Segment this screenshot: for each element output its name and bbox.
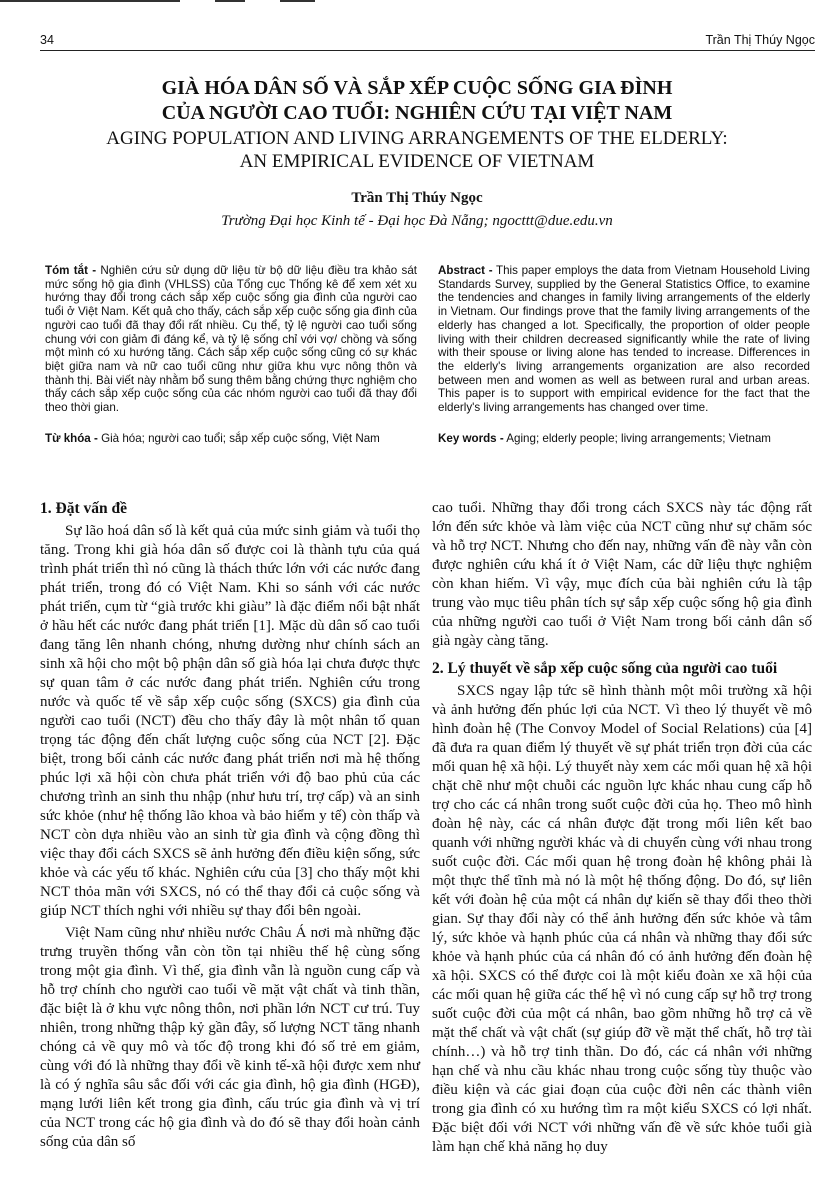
title-english (0, 127, 834, 173)
paragraph: cao tuổi. Những thay đổi trong cách SXCS này tác động rất lớn đến sức khỏe và làm việc của NCT cũng như sự chăm sóc và hỗ trợ NCT. Nhưng cho đến nay, những vấn đề này vẫn còn được nghiên cứu khá ít ở Việt Nam, các dữ liệu thực nghiệm còn khan hiếm. Vì vậy, mục đích của bài nghiên cứu là tập trung vào mục tiêu phân tích sự sắp xếp cuộc sống hộ gia đình của những người cao tuổi ở Việt Nam trong bối cảnh dân số già ngày càng tăng. (432, 500, 812, 649)
running-header (40, 30, 815, 51)
keywords-vn-label: Từ khóa - (45, 431, 98, 445)
abstract-vn-body (45, 264, 417, 415)
body-column-right (432, 499, 812, 1157)
keywords-en-text: Aging; elderly people; living arrangements; Vietnam (503, 431, 771, 445)
page-number: 34 (40, 33, 54, 47)
paragraph: Việt Nam cũng như nhiều nước Châu Á nơi mà những đặc trưng truyền thống vẫn còn tồn tại nhiều thế hệ cùng sống trong một gia đình. Vì thế, gia đình vẫn là nguồn cung cấp và hỗ trợ chính cho người cao tuổi về mặt vật chất và tinh thần, đặc biệt là ở khu vực nông thôn, nơi phần lớn NCT cư trú. Tuy nhiên, trong những thập kỷ gần đây, số lượng NCT tăng nhanh chóng cả về quy mô và tốc độ trong khi đó số trẻ em giảm, cùng với đó là những thay đổi về kinh tế-xã hội được xem như là có ý nghĩa sâu sắc đối với các gia đình, hộ gia đình (HGĐ), mạng lưới liên kết trong gia đình, cấu trúc gia đình và vị trí của NCT trong các hộ gia đình và do đó sẽ thay đổi hoàn cảnh sống của dân số (40, 925, 420, 1150)
title-vn-line1: GIÀ HÓA DÂN SỐ VÀ SẮP XẾP CUỘC SỐNG GIA ĐÌNH (161, 77, 673, 99)
keywords-en-label: Key words - (438, 431, 504, 445)
keywords-en (438, 432, 810, 446)
abstract-vn-text: Nghiên cứu sử dụng dữ liệu từ bộ dữ liệu điều tra khảo sát mức sống hộ gia đình (VHLSS) của Tổng cục Thống kê để xem xét xu hướng thay đổi trong cách sắp xếp cuộc sống gia đình của người cao tuổi ở Việt Nam. Kết quả cho thấy, cách sắp xếp cuộc sống gia đình của người cao tuổi đã thay đổi rất nhiều. Cụ thể, tỷ lệ người cao tuổi sống chung với con giảm đi đáng kể, và tỷ lệ sống chỉ với vợ/ chồng và sống một mình có xu hướng tăng. Cách sắp xếp cuộc sống cũng có sự khác biệt giữa nam và nữ cao tuổi cũng như giữa khu vực nông thôn và thành thị. Bài viết này nhằm bổ sung thêm bằng chứng thực nghiệm cho thấy cách sắp xếp cuộc sống của các nhóm người cao tuổi đã thay đổi theo thời gian. (45, 264, 417, 415)
author-affiliation: Trường Đại học Kinh tế - Đại học Đà Nẵng; ngocttt@due.edu.vn (221, 213, 613, 229)
scan-artifact-line (215, 0, 245, 2)
title-en-line2: AN EMPIRICAL EVIDENCE OF VIETNAM (239, 151, 595, 172)
section-1-heading: 1. Đặt vấn đề (40, 500, 127, 517)
author-name: Trần Thị Thúy Ngọc (351, 190, 483, 206)
paragraph: Sự lão hoá dân số là kết quả của mức sinh giảm và tuổi thọ tăng. Trong khi già hóa dân số được coi là thành tựu của quá trình phát triển thì nó cũng là thách thức lớn với các nước đang phát triển, trong đó có Việt Nam. Khi so sánh với các nước phát triển, cụm từ “già trước khi giàu” là đặc điểm nổi bật nhất ở hầu hết các nước đang phát triển [1]. Mặc dù dân số cao tuổi đang tăng lên nhanh chóng, nhưng dường như chính sách an sinh xã hội cho một bộ phận dân số già hóa lại chưa được thực sự quan tâm ở các nước đang phát triển. Nghiên cứu trong nước và quốc tế về sắp xếp cuộc sống (SXCS) gia đình của người cao tuổi (NCT) đều cho thấy đây là một nhân tố quan trọng tác động đến chất lượng cuộc sống của NCT [2]. Đặc biệt, trong bối cảnh các nước đang phát triển nơi mà hệ thống phúc lợi xã hội còn chưa phát triển với độ bao phủ của các chương trình an sinh thu nhập (như hưu trí, trợ cấp) và an sinh sức khỏe (như hệ thống lão khoa và bảo hiểm y tế) còn thấp và NCT còn dựa nhiều vào an sinh từ gia đình và cộng đồng thì việc thay đổi cách SXCS sẽ ảnh hưởng đến điều kiện sống, sức khỏe và các yếu tố khác. Nghiên cứu của [3] cho thấy một khi NCT thỏa mãn với SXCS, nó có thể thay đổi cả cuộc sống và giúp NCT thích nghi với nhiều sự thay đổi bên ngoài. (40, 523, 420, 919)
keywords-vn-text: Già hóa; người cao tuổi; sắp xếp cuộc sống, Việt Nam (97, 431, 380, 445)
scan-artifact-line (280, 0, 315, 2)
abstract-en-label: Abstract - (438, 264, 493, 277)
title-vietnamese (0, 76, 834, 126)
abstract-vn-label: Tóm tắt - (45, 264, 97, 277)
abstract-vietnamese (45, 264, 417, 445)
scan-artifact-line (0, 0, 180, 2)
running-author: Trần Thị Thúy Ngọc (705, 33, 815, 47)
abstract-english (438, 264, 810, 445)
title-vn-line2: CỦA NGƯỜI CAO TUỔI: NGHIÊN CỨU TẠI VIỆT NAM (161, 102, 673, 124)
abstract-en-text: This paper employs the data from Vietnam Household Living Standards Survey, supplied by the General Statistics Office, to examine the tendencies and changes in family living arrangements of the elderly in Vietnam. Our findings prove that the family living arrangements of the elderly has changed a lot. Specifically, the proportion of older people living with their children decreased significantly while the rate of living with their spouse or living alone has tended to increase. Differences in the elderly's living arrangements organization are also recorded between men and women as well as between rural and urban areas. This paper is to support with empirical evidence for the fact that the elderly's living arrangements has changed over time. (438, 264, 810, 415)
abstract-en-body (438, 264, 810, 415)
body-column-left (40, 499, 420, 1152)
paragraph: SXCS ngay lập tức sẽ hình thành một môi trường xã hội và ảnh hưởng đến phúc lợi của NCT. Vì theo lý thuyết về mô hình đoàn hệ (The Convoy Model of Social Relations) của [4] đã đưa ra quan điểm lý thuyết về sự phát triển trọn đời của các mối quan hệ xã hội. Lý thuyết này xem các mối quan hệ xã hội chặt chẽ như một chuỗi các nguồn lực khác nhau cung cấp hỗ trợ cho các cá nhân trong suốt cuộc đời của họ. Theo mô hình đoàn hệ này, các cá nhân được đặt trong mối liên kết bao quanh với những người khác và di chuyển cùng với nhau trong suốt cuộc đời. Các mối quan hệ trong đoàn hệ không phải là một thực thể tĩnh mà nó là một hệ thống động. Do đó, sự liên kết với đoàn hệ của một cá nhân dự kiến sẽ thay đổi theo thời gian. Sự thay đổi này có thể ảnh hưởng đến sức khỏe và tâm lý, sức khỏe và hạnh phúc của cá nhân và những thay đổi sức khỏe và hạnh phúc của cá nhân đó có ảnh hưởng đến đoàn hệ xã hội. SXCS có thể được coi là một kiểu đoàn xe xã hội của các mối quan hệ giữa các thế hệ vì nó cung cấp sự hỗ trợ trong suốt cuộc đời của một cá nhân, bao gồm những hỗ trợ cả về mặt thể chất và vật chất (sự giúp đỡ về mặt thể chất, hỗ trợ tài chính…) và hỗ trợ tinh thần. Do đó, các cá nhân với những hạn chế và nhu cầu khác nhau trong cuộc sống tùy thuộc vào điều kiện và các giai đoạn của cuộc đời nên các thành viên trong gia đình có xu hướng tìm ra một kiểu SXCS có lợi nhất. Đặc biệt đối với NCT với những vấn đề về sức khỏe tuổi già làm hạn chế khả năng họ duy (432, 683, 812, 1155)
section-2-heading: 2. Lý thuyết về sắp xếp cuộc sống của người cao tuổi (432, 660, 778, 677)
keywords-vn (45, 432, 417, 446)
title-en-line1: AGING POPULATION AND LIVING ARRANGEMENTS OF THE ELDERLY: (106, 128, 728, 149)
